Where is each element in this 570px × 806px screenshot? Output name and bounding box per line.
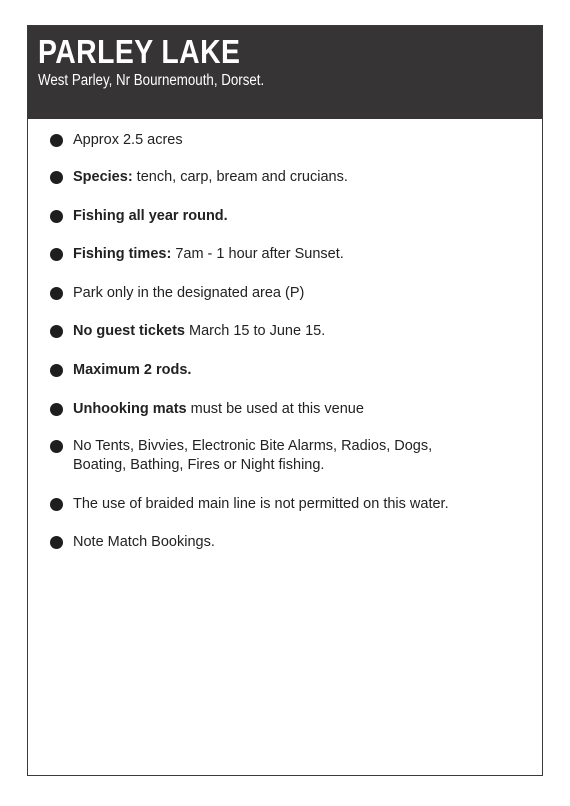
item-bold-text: Fishing all year round. [73, 208, 228, 224]
item-text: March 15 to June 15. [185, 323, 326, 339]
item-bold-text: Maximum 2 rods. [73, 362, 192, 378]
item-text: must be used at this venue [186, 401, 364, 417]
bullet-icon [50, 403, 63, 416]
item-text: tench, carp, bream and crucians. [132, 169, 348, 185]
bullet-icon [50, 440, 63, 453]
item-bold-text: Unhooking mats [73, 401, 187, 417]
item-bold-text: Fishing times: [73, 246, 172, 262]
item-text: Approx 2.5 acres [73, 132, 183, 148]
item-text: Note Match Bookings. [73, 534, 215, 550]
header-banner [28, 26, 542, 119]
bullet-icon [50, 325, 63, 338]
item-text: No Tents, Bivvies, Electronic Bite Alarms, Radios, Dogs, Boating, Bathing, Fires or Night fishing. [73, 438, 433, 473]
notice-card [27, 25, 543, 776]
item-bold-text: Species: [73, 169, 133, 185]
item-text: Park only in the designated area (P) [73, 285, 305, 301]
bullet-icon [50, 364, 63, 377]
bullet-icon [50, 171, 63, 184]
bullet-icon [50, 248, 63, 261]
bullet-icon [50, 134, 63, 147]
bullet-icon [50, 210, 63, 223]
bullet-icon [50, 498, 63, 511]
item-text: 7am - 1 hour after Sunset. [171, 246, 344, 262]
item-bold-text: No guest tickets [73, 323, 185, 339]
item-text: The use of braided main line is not permitted on this water. [73, 496, 449, 512]
bullet-icon [50, 536, 63, 549]
page-subtitle: West Parley, Nr Bournemouth, Dorset. [38, 72, 265, 89]
bullet-icon [50, 287, 63, 300]
page-title: PARLEY LAKE [38, 33, 241, 70]
